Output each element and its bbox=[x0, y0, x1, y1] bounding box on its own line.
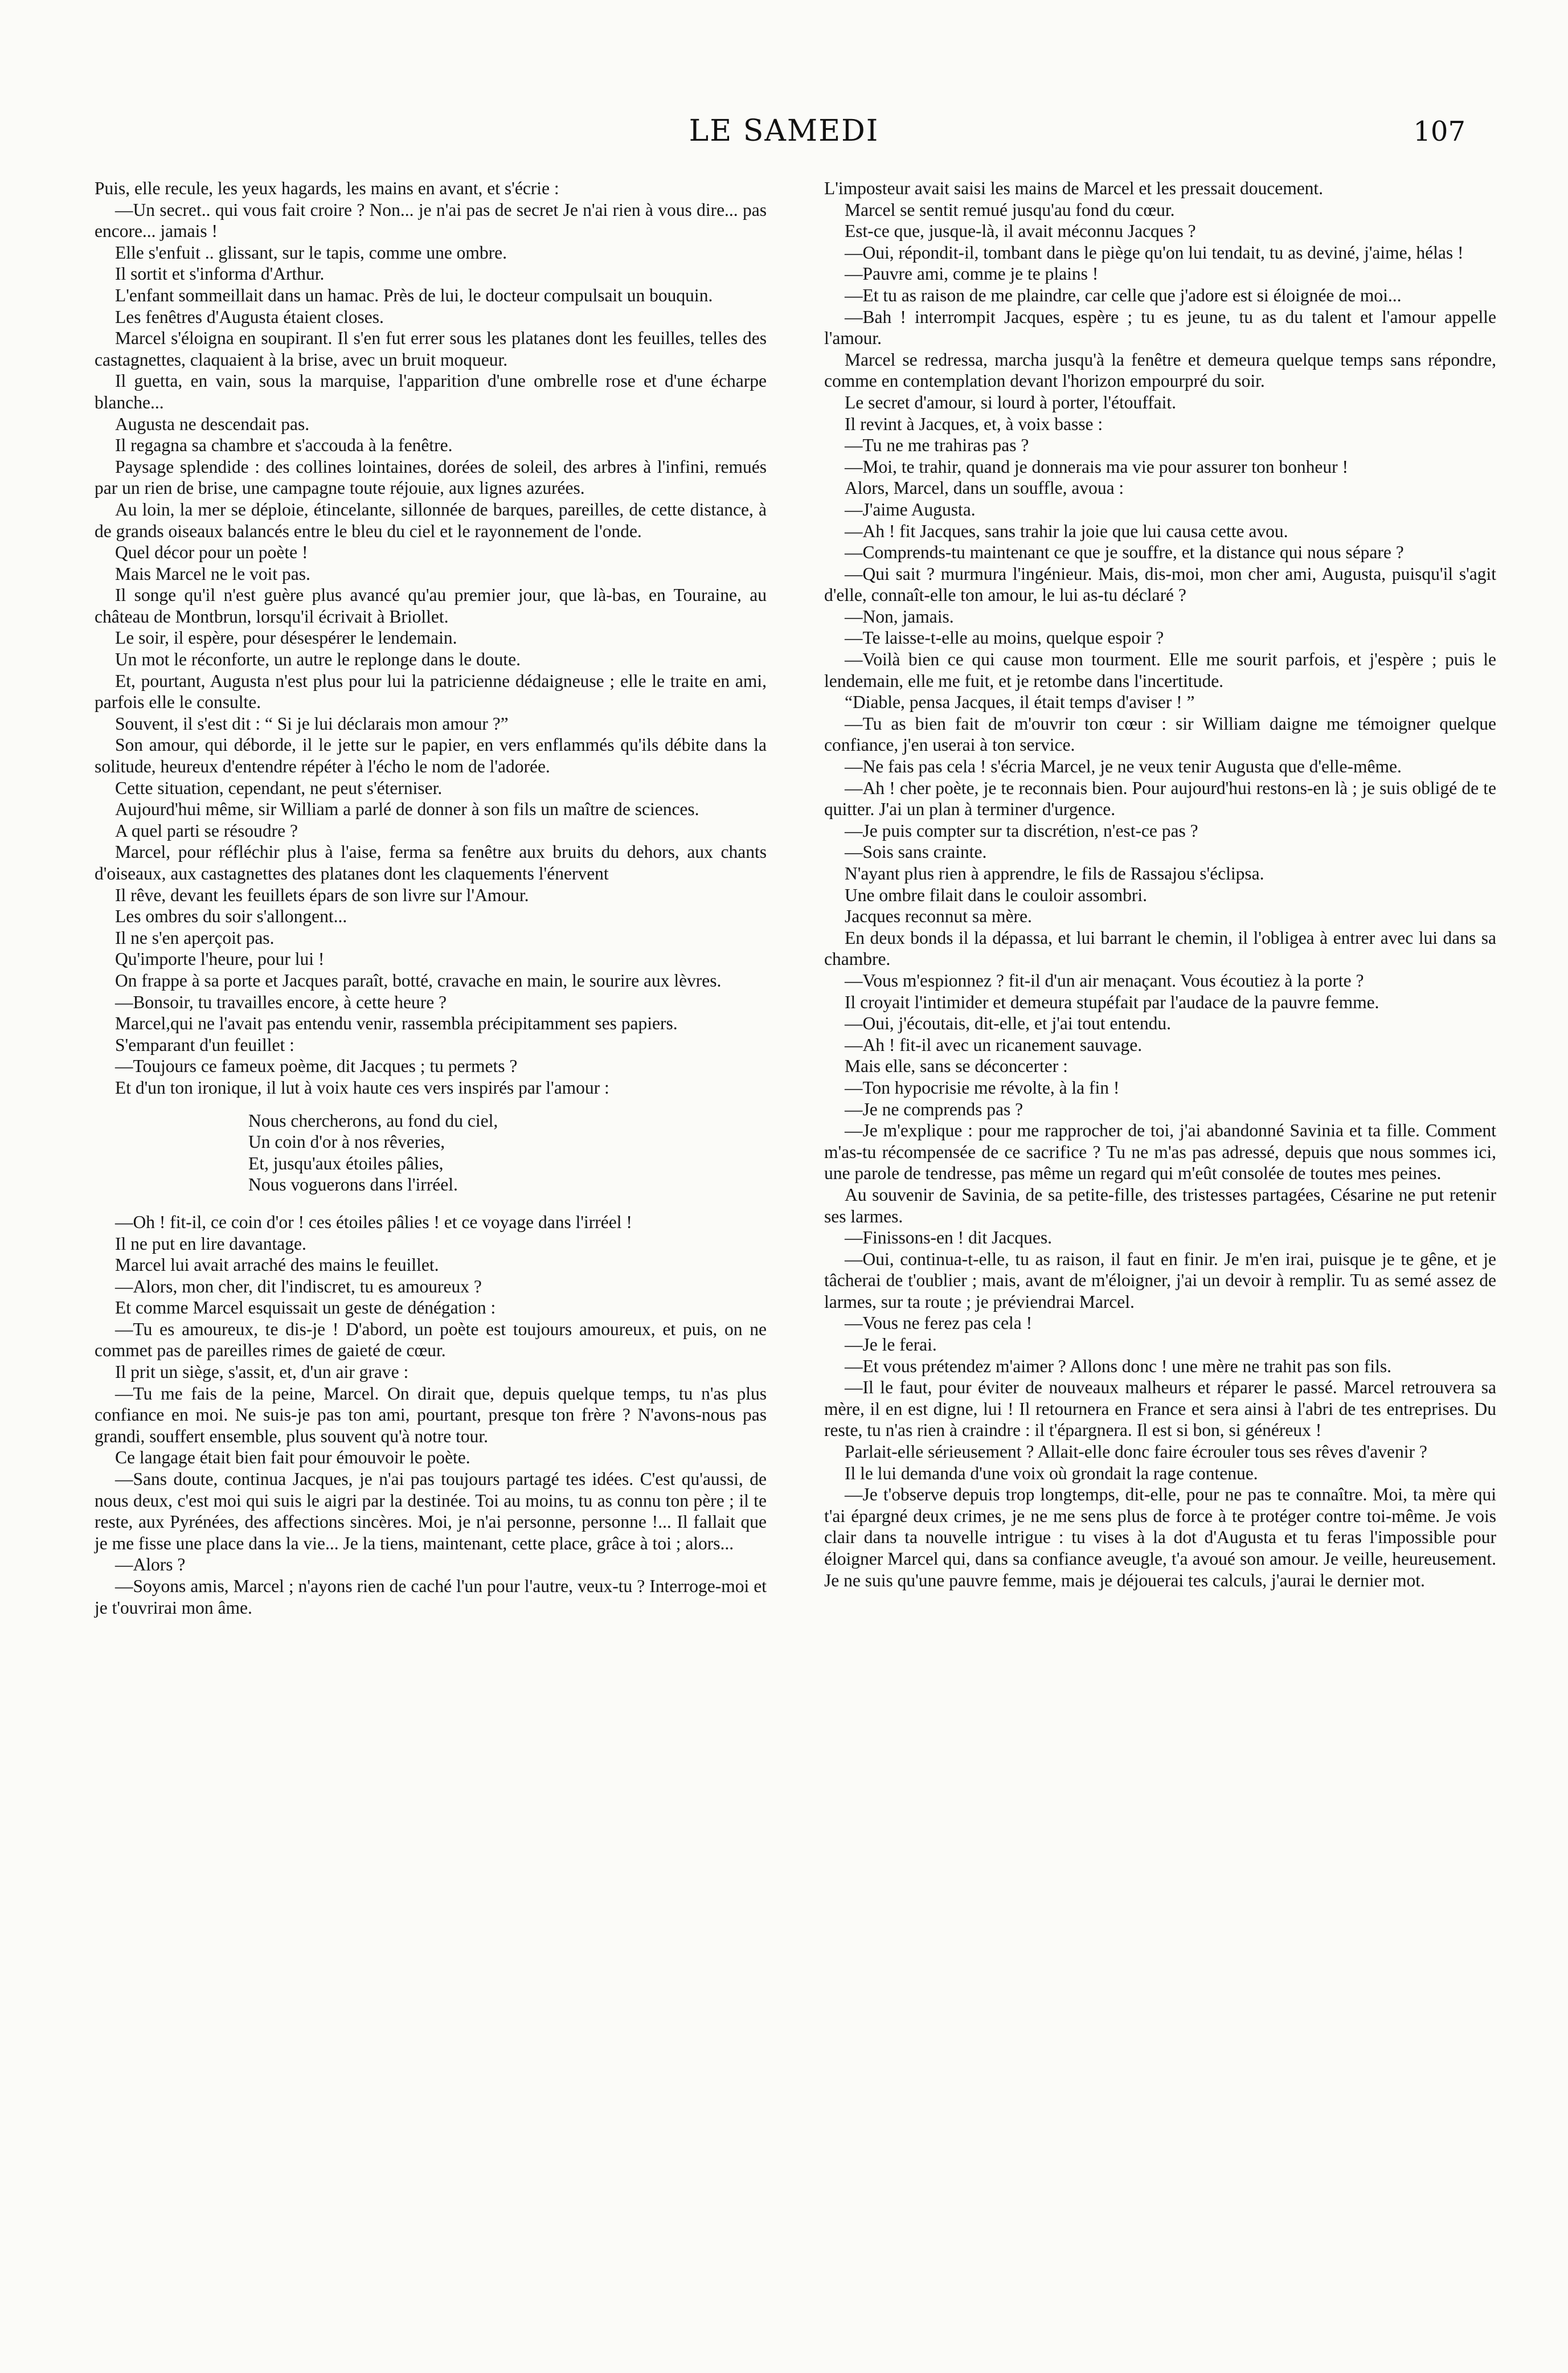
paragraph: Marcel lui avait arraché des mains le feuillet. bbox=[115, 1255, 439, 1275]
paragraph: Le soir, il espère, pour désespérer le lendemain. bbox=[115, 628, 457, 648]
paragraph: —Tu me fais de la peine, Marcel. On dirait que, depuis quelque temps, tu n'as plus confiance en moi. Ne suis-je pas ton ami, pourtant, presque ton frère ? N'avons-nous pas grandi, souffert ensemble, plus souvent qu'à notre tour. bbox=[95, 1383, 767, 1446]
paragraph: —Soyons amis, Marcel ; n'ayons rien de caché l'un pour l'autre, veux-tu ? Interroge-moi et je t'ouvrirai mon âme. bbox=[95, 1576, 767, 1618]
paragraph: Et, pourtant, Augusta n'est plus pour lui la patricienne dédaigneuse ; elle le traite en ami, parfois elle le consulte. bbox=[95, 670, 767, 713]
paragraph: Marcel,qui ne l'avait pas entendu venir, rassembla précipitamment ses papiers. bbox=[115, 1013, 678, 1034]
paragraph: Les ombres du soir s'allongent... bbox=[115, 906, 347, 927]
paragraph: N'ayant plus rien à apprendre, le fils de Rassajou s'éclipsa. bbox=[845, 864, 1264, 883]
paragraph: Une ombre filait dans le couloir assombri. bbox=[845, 885, 1147, 905]
paragraph: —Je puis compter sur ta discrétion, n'est-ce pas ? bbox=[845, 820, 1198, 841]
paragraph: “Diable, pensa Jacques, il était temps d'aviser ! ” bbox=[845, 692, 1195, 713]
paragraph: Il sortit et s'informa d'Arthur. bbox=[115, 264, 325, 284]
paragraph: Mais elle, sans se déconcerter : bbox=[845, 1056, 1068, 1077]
paragraph: —Te laisse-t-elle au moins, quelque espoir ? bbox=[845, 628, 1164, 648]
paragraph: —Sois sans crainte. bbox=[845, 842, 987, 862]
paragraph: —Ne fais pas cela ! s'écria Marcel, je ne veux tenir Augusta que d'elle-même. bbox=[845, 756, 1402, 777]
left-column bbox=[95, 178, 767, 1618]
paragraph: Qu'importe l'heure, pour lui ! bbox=[115, 949, 325, 969]
poem-line: Et, jusqu'aux étoiles pâlies, bbox=[248, 1153, 444, 1173]
paragraph: —Moi, te trahir, quand je donnerais ma vie pour assurer ton bonheur ! bbox=[845, 456, 1348, 477]
paragraph: —Qui sait ? murmura l'ingénieur. Mais, dis-moi, mon cher ami, Augusta, puisqu'il s'agit d'elle, connaît-elle ton amour, le lui as-tu déclaré ? bbox=[824, 563, 1496, 605]
paragraph: Le secret d'amour, si lourd à porter, l'étouffait. bbox=[845, 392, 1177, 412]
paragraph: Les fenêtres d'Augusta étaient closes. bbox=[115, 306, 384, 327]
poem bbox=[248, 1110, 767, 1196]
paragraph: —Ah ! fit-il avec un ricanement sauvage. bbox=[845, 1034, 1143, 1055]
paragraph: Souvent, il s'est dit : “ Si je lui déclarais mon amour ?” bbox=[115, 713, 509, 734]
poem-line: Nous voguerons dans l'irréel. bbox=[248, 1175, 458, 1195]
paragraph: Il croyait l'intimider et demeura stupéfait par l'audace de la pauvre femme. bbox=[845, 992, 1379, 1012]
paragraph: —Ah ! fit Jacques, sans trahir la joie que lui causa cette avou. bbox=[845, 521, 1288, 541]
paragraph: —Vous ne ferez pas cela ! bbox=[845, 1313, 1033, 1333]
paragraph: —Je le ferai. bbox=[845, 1335, 937, 1355]
paragraph: —Oui, j'écoutais, dit-elle, et j'ai tout entendu. bbox=[845, 1013, 1171, 1034]
paragraph: On frappe à sa porte et Jacques paraît, botté, cravache en main, le sourire aux lèvres. bbox=[115, 970, 722, 991]
paragraph: Au souvenir de Savinia, de sa petite-fille, des tristesses partagées, Césarine ne put retenir ses larmes. bbox=[824, 1184, 1496, 1226]
paragraph: Il le lui demanda d'une voix où grondait la rage contenue. bbox=[845, 1463, 1258, 1483]
paragraph: Il regagna sa chambre et s'accouda à la fenêtre. bbox=[115, 435, 453, 456]
paragraph: Aujourd'hui même, sir William a parlé de donner à son fils un maître de sciences. bbox=[115, 799, 699, 820]
paragraph: —Bonsoir, tu travailles encore, à cette heure ? bbox=[115, 992, 447, 1012]
paragraph: —Alors ? bbox=[115, 1554, 186, 1575]
paragraph: —Je ne comprends pas ? bbox=[845, 1099, 1024, 1119]
paragraph: —Tu es amoureux, te dis-je ! D'abord, un poète est toujours amoureux, et puis, on ne commet pas de pareilles rimes de gaieté de cœur. bbox=[95, 1319, 767, 1361]
paragraph: Quel décor pour un poète ! bbox=[115, 542, 308, 563]
paragraph: Marcel s'éloigna en soupirant. Il s'en fut errer sous les platanes dont les feuilles, telles des castagnettes, claquaient à la brise, avec un bruit moqueur. bbox=[95, 328, 767, 370]
paragraph: —Oh ! fit-il, ce coin d'or ! ces étoiles pâlies ! et ce voyage dans l'irréel ! bbox=[115, 1212, 632, 1232]
page-number: 107 bbox=[1413, 116, 1465, 148]
paragraph: Il ne s'en aperçoit pas. bbox=[115, 927, 275, 948]
paragraph: A quel parti se résoudre ? bbox=[115, 820, 298, 841]
paragraph: —Il le faut, pour éviter de nouveaux malheurs et réparer le passé. Marcel retrouvera sa mère, il en est digne, lui ! Il retournera en France et sera ainsi à l'abri de tes entreprises. Du reste, tu n'as rien à craindre : il t'épargnera. Il est si bon, si généreux ! bbox=[824, 1377, 1496, 1441]
paragraph: —Vous m'espionnez ? fit-il d'un air menaçant. Vous écoutiez à la porte ? bbox=[845, 970, 1364, 991]
paragraph: Marcel se sentit remué jusqu'au fond du cœur. bbox=[845, 199, 1175, 220]
paragraph: —Toujours ce fameux poème, dit Jacques ; tu permets ? bbox=[115, 1056, 518, 1077]
paragraph: —Comprends-tu maintenant ce que je souffre, et la distance qui nous sépare ? bbox=[845, 542, 1404, 563]
paragraph: —Je m'explique : pour me rapprocher de toi, j'ai abandonné Savinia et ta fille. Comment m'as-tu récompensée de ce sacrifice ? Tu ne m'as pas adressé, depuis que nous sommes ici, une parole de tendresse, pas même un regard qui m'eût consolée de toutes mes peines. bbox=[824, 1120, 1496, 1184]
paragraph: Il prit un siège, s'assit, et, d'un air grave : bbox=[115, 1362, 409, 1382]
right-column-text bbox=[824, 178, 1496, 1591]
paragraph: Augusta ne descendait pas. bbox=[115, 414, 310, 434]
paragraph: —Pauvre ami, comme je te plains ! bbox=[845, 264, 1099, 284]
paragraph: L'imposteur avait saisi les mains de Marcel et les pressait doucement. bbox=[824, 178, 1324, 198]
paragraph: Marcel se redressa, marcha jusqu'à la fenêtre et demeura quelque temps sans répondre, comme en contemplation devant l'horizon empourpré du soir. bbox=[824, 349, 1496, 391]
paragraph: —Voilà bien ce qui cause mon tourment. Elle me sourit parfois, et j'espère ; puis le lendemain, elle me fuit, et je retombe dans l'incertitude. bbox=[824, 649, 1496, 691]
paragraph: —Un secret.. qui vous fait croire ? Non... je n'ai pas de secret Je n'ai rien à vous dire... pas encore... jamais ! bbox=[95, 199, 767, 242]
paragraph: Et d'un ton ironique, il lut à voix haute ces vers inspirés par l'amour : bbox=[115, 1077, 609, 1098]
paragraph: —Ton hypocrisie me révolte, à la fin ! bbox=[845, 1077, 1120, 1098]
running-title: LE SAMEDI bbox=[689, 114, 879, 148]
paragraph: Au loin, la mer se déploie, étincelante, sillonnée de barques, pareilles, de cette distance, à de grands oiseaux balancés entre le bleu du ciel et le rayonnement de l'onde. bbox=[95, 499, 767, 541]
paragraph: Paysage splendide : des collines lointaines, dorées de soleil, des arbres à l'infini, remués par un rien de brise, une campagne toute réjouie, aux lignes azurées. bbox=[95, 456, 767, 498]
paragraph: —Oui, continua-t-elle, tu as raison, il faut en finir. Je m'en irai, puisque je te gêne, et je tâcherai de t'oublier ; mais, avant de m'éloigner, j'ai un devoir à remplir. Tu as semé assez de larmes, sur ta route ; je préviendrai Marcel. bbox=[824, 1249, 1496, 1312]
paragraph: Mais Marcel ne le voit pas. bbox=[115, 563, 310, 584]
paragraph: Il ne put en lire davantage. bbox=[115, 1233, 306, 1254]
paragraph: —Bah ! interrompit Jacques, espère ; tu es jeune, tu as du talent et l'amour appelle l'amour. bbox=[824, 306, 1496, 349]
paragraph: Alors, Marcel, dans un souffle, avoua : bbox=[845, 478, 1124, 498]
paragraph: Parlait-elle sérieusement ? Allait-elle donc faire écrouler tous ses rêves d'avenir ? bbox=[845, 1442, 1427, 1462]
paragraph: Il songe qu'il n'est guère plus avancé qu'au premier jour, que là-bas, en Touraine, au château de Montbrun, lorsqu'il écrivait à Briollet. bbox=[95, 585, 767, 627]
paragraph: —Ah ! cher poète, je te reconnais bien. Pour aujourd'hui restons-en là ; je suis obligé de te quitter. J'ai un plan à terminer d'urgence. bbox=[824, 778, 1496, 820]
paragraph: —Et vous prétendez m'aimer ? Allons donc ! une mère ne trahit pas son fils. bbox=[845, 1356, 1392, 1376]
paragraph: Elle s'enfuit .. glissant, sur le tapis, comme une ombre. bbox=[115, 242, 507, 263]
poem-line: Nous chercherons, au fond du ciel, bbox=[248, 1110, 498, 1131]
paragraph: Ce langage était bien fait pour émouvoir le poète. bbox=[115, 1447, 470, 1468]
paragraph: Il revint à Jacques, et, à voix basse : bbox=[845, 414, 1103, 434]
paragraph: Jacques reconnut sa mère. bbox=[845, 906, 1032, 927]
paragraph: En deux bonds il la dépassa, et lui barrant le chemin, il l'obligea à entrer avec lui dans sa chambre. bbox=[824, 927, 1496, 969]
paragraph: Il guetta, en vain, sous la marquise, l'apparition d'une ombrelle rose et d'une écharpe blanche... bbox=[95, 371, 767, 412]
paragraph: Puis, elle recule, les yeux hagards, les mains en avant, et s'écrie : bbox=[95, 178, 559, 198]
left-column-text-before-poem bbox=[95, 178, 767, 1099]
paragraph: —Tu ne me trahiras pas ? bbox=[845, 435, 1029, 456]
paragraph: —Non, jamais. bbox=[845, 606, 954, 627]
paragraph: —J'aime Augusta. bbox=[845, 499, 976, 519]
paragraph: —Finissons-en ! dit Jacques. bbox=[845, 1228, 1052, 1248]
poem-line: Un coin d'or à nos rêveries, bbox=[248, 1132, 445, 1152]
paragraph: Et comme Marcel esquissait un geste de dénégation : bbox=[115, 1298, 496, 1318]
paragraph: —Je t'observe depuis trop longtemps, dit-elle, pour ne pas te connaître. Moi, ta mère qui t'ai épargné deux crimes, je ne me sens plus de force à te protéger contre toi-même. Je vois clair dans ta nouvelle intrigue : tu vises à la dot d'Augusta et tu feras l'impossible pour éloigner Marcel qui, dans sa confiance aveugle, t'a avoué son amour. Je veille, heureusement. Je ne suis qu'une pauvre femme, mais je déjouerai tes calculs, j'aurai le dernier mot. bbox=[824, 1484, 1496, 1590]
paragraph: L'enfant sommeillait dans un hamac. Près de lui, le docteur compulsait un bouquin. bbox=[115, 285, 713, 305]
paragraph: Il rêve, devant les feuillets épars de son livre sur l'Amour. bbox=[115, 885, 529, 905]
paragraph: —Sans doute, continua Jacques, je n'ai pas toujours partagé tes idées. C'est qu'aussi, de nous deux, c'est moi qui suis le aigri par la destinée. Toi au moins, tu as connu ton père ; il te reste, aux Pyrénées, des affections sincères. Moi, je n'ai personne, personne !... Il fallait que je me fisse une place dans la vie... Je la tiens, maintenant, cette place, grâce à toi ; alors... bbox=[95, 1469, 767, 1553]
paragraph: S'emparant d'un feuillet : bbox=[115, 1034, 294, 1055]
paragraph: Est-ce que, jusque-là, il avait méconnu Jacques ? bbox=[845, 221, 1196, 242]
paragraph: —Alors, mon cher, dit l'indiscret, tu es amoureux ? bbox=[115, 1276, 482, 1296]
paragraph: Un mot le réconforte, un autre le replonge dans le doute. bbox=[115, 649, 521, 670]
paragraph: Marcel, pour réfléchir plus à l'aise, ferma sa fenêtre aux bruits du dehors, aux chants d'oiseaux, aux castagnettes des platanes dont les claquements l'énervent bbox=[95, 842, 767, 883]
paragraph: —Et tu as raison de me plaindre, car celle que j'adore est si éloignée de moi... bbox=[845, 285, 1402, 305]
paragraph: Son amour, qui déborde, il le jette sur le papier, en vers enflammés qu'ils débite dans la solitude, heureux d'entendre répéter à l'écho le nom de l'adorée. bbox=[95, 735, 767, 777]
paragraph: —Oui, répondit-il, tombant dans le piège qu'on lui tendait, tu as deviné, j'aime, hélas ! bbox=[845, 242, 1464, 263]
paragraph: Cette situation, cependant, ne peut s'éterniser. bbox=[115, 778, 443, 798]
left-column-text-after-poem bbox=[95, 1212, 767, 1618]
paragraph: —Tu as bien fait de m'ouvrir ton cœur : sir William daigne me témoigner quelque confiance, j'en userai à ton service. bbox=[824, 713, 1496, 755]
right-column bbox=[824, 178, 1496, 1591]
